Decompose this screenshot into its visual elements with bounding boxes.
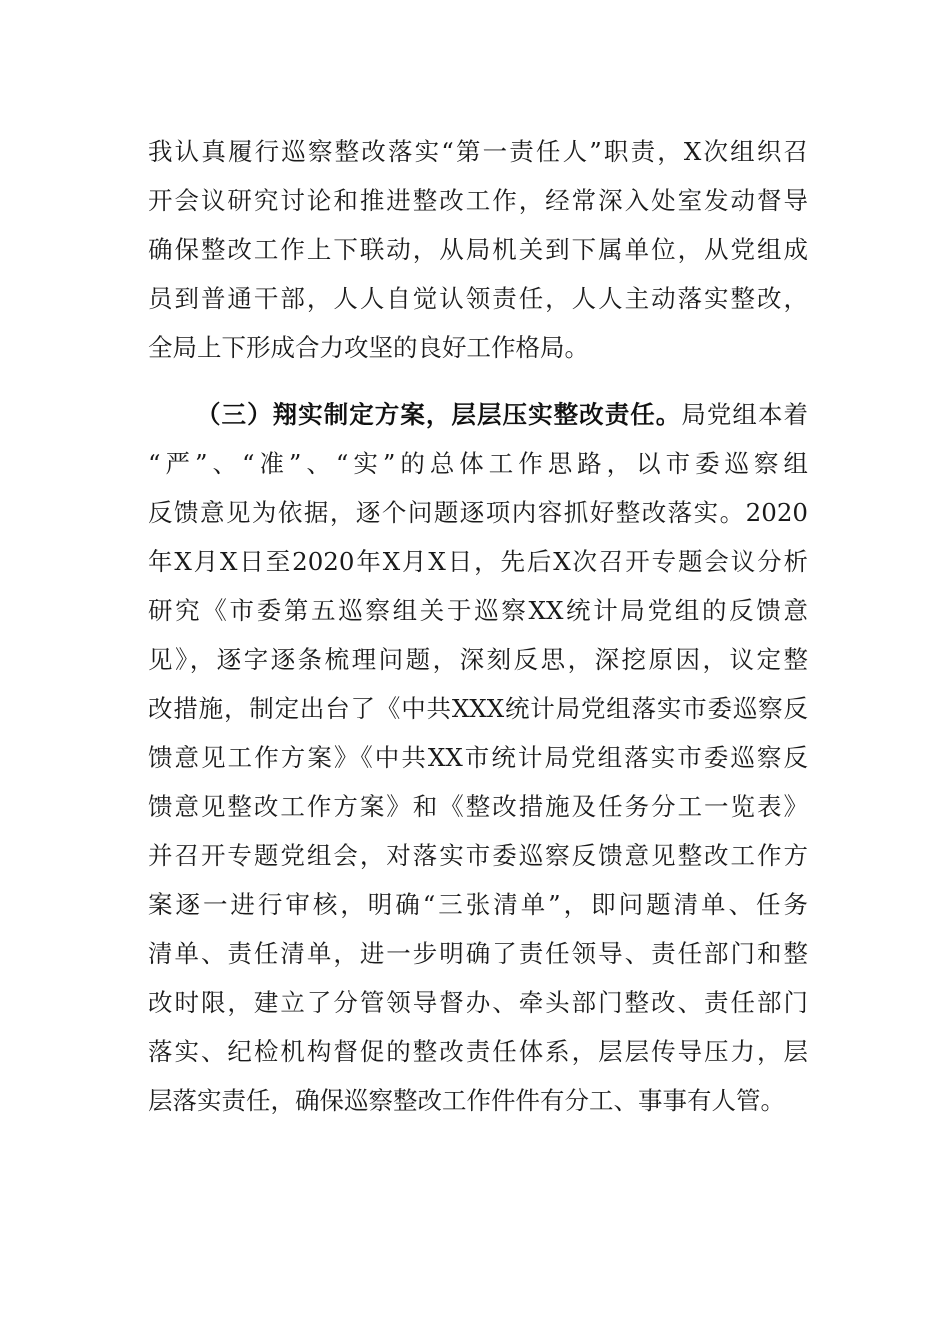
paragraph-2-line: 馈意见整改工作方案》和《整改措施及任务分工一览表》 (148, 792, 808, 821)
paragraph-2-line: 年X月X日至2020年X月X日，先后X次召开专题会议分析 (148, 547, 808, 576)
paragraph-2-line: 案逐一进行审核，明确“三张清单”，即问题清单、任务 (148, 890, 808, 919)
paragraph-2-line: 见》，逐字逐条梳理问题，深刻反思，深挖原因，议定整 (148, 645, 808, 674)
paragraph-2-line: 层落实责任，确保巡察整改工作件件有分工、事事有人管。 (148, 1086, 785, 1115)
paragraph-2-line: 并召开专题党组会，对落实市委巡察反馈意见整改工作方 (148, 841, 808, 870)
paragraph-1-line: 我认真履行巡察整改落实“第一责任人”职责，X次组织召 (148, 137, 808, 166)
paragraph-2-line: “严”、“准”、“实”的总体工作思路，以市委巡察组 (148, 449, 808, 478)
paragraph-1-line: 员到普通干部，人人自觉认领责任，人人主动落实整改， (148, 284, 808, 313)
paragraph-1-line: 确保整改工作上下联动，从局机关到下属单位，从党组成 (148, 235, 808, 264)
section-heading: （三）翔实制定方案，层层压实整改责任。 (196, 400, 682, 429)
paragraph-2-line: 馈意见工作方案》《中共XX市统计局党组落实市委巡察反 (148, 743, 808, 772)
paragraph-2-line: 清单、责任清单，进一步明确了责任领导、责任部门和整 (148, 939, 808, 968)
paragraph-2-line: 改时限，建立了分管领导督办、牵头部门整改、责任部门 (148, 988, 808, 1017)
paragraph-2-first-line-text: 局党组本着 (681, 400, 809, 429)
paragraph-2-line: 研究《市委第五巡察组关于巡察XX统计局党组的反馈意 (148, 596, 808, 625)
paragraph-1-line: 全局上下形成合力攻坚的良好工作格局。 (148, 333, 589, 362)
paragraph-1-line: 开会议研究讨论和推进整改工作，经常深入处室发动督导 (148, 186, 808, 215)
paragraph-2-line: 落实、纪检机构督促的整改责任体系，层层传导压力，层 (148, 1037, 808, 1066)
paragraph-2-first-line (196, 395, 808, 435)
paragraph-2-line: 改措施，制定出台了《中共XXX统计局党组落实市委巡察反 (148, 694, 808, 723)
paragraph-2-line: 反馈意见为依据，逐个问题逐项内容抓好整改落实。2020 (148, 498, 808, 527)
